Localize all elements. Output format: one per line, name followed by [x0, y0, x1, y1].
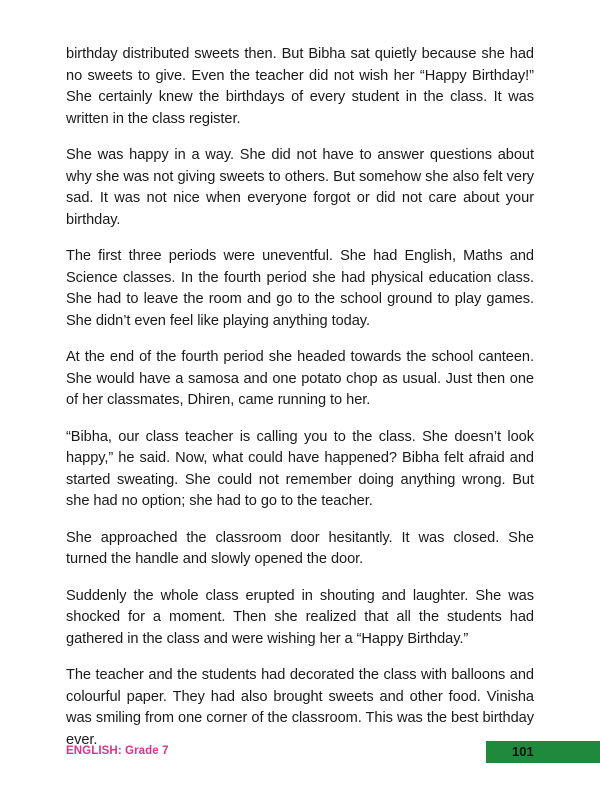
paragraph-8: The teacher and the students had decorated the class with balloons and colourful paper. They had also brought sweets and other food. Vinisha was smiling from one corner of the classroom. This was the best birthday ever. [66, 667, 534, 748]
footer-book-label: ENGLISH: Grade 7 [66, 745, 169, 757]
paragraph-2: She was happy in a way. She did not have to answer questions about why she was not giving sweets to others. But somehow she also felt very sad. It was not nice when everyone forgot or did not care about your birthday. [66, 147, 534, 228]
paragraph-5: “Bibha, our class teacher is calling you to the class. She doesn’t look happy,” he said. Now, what could have happened? Bibha felt afraid and started sweating. She could not remember doing anything wrong. But she had no option; she had to go to the teacher. [66, 428, 534, 509]
paragraph-7: Suddenly the whole class erupted in shouting and laughter. She was shocked for a moment. Then she realized that all the students had gathered in the class and were wishing her a “Happy Birthday.” [66, 587, 534, 647]
page-footer [0, 741, 600, 763]
paragraph-3: The first three periods were uneventful. She had English, Maths and Science classes. In the fourth period she had physical education class. She had to leave the room and go to the school ground to play games. She didn’t even feel like playing anything today. [66, 248, 534, 329]
page-number-box [486, 741, 600, 763]
paragraph-4: At the end of the fourth period she headed towards the school canteen. She would have a samosa and one potato chop as usual. Just then one of her classmates, Dhiren, came running to her. [66, 349, 534, 408]
paragraph-1: birthday distributed sweets then. But Bibha sat quietly because she had no sweets to give. Even the teacher did not wish her “Happy Birthday!” She certainly knew the birthdays of every student in the class. It was written in the class register. [66, 46, 534, 127]
page-number: 101 [512, 744, 534, 759]
story-text [66, 44, 534, 751]
paragraph-6: She approached the classroom door hesitantly. It was closed. She turned the handle and slowly opened the door. [66, 529, 534, 567]
